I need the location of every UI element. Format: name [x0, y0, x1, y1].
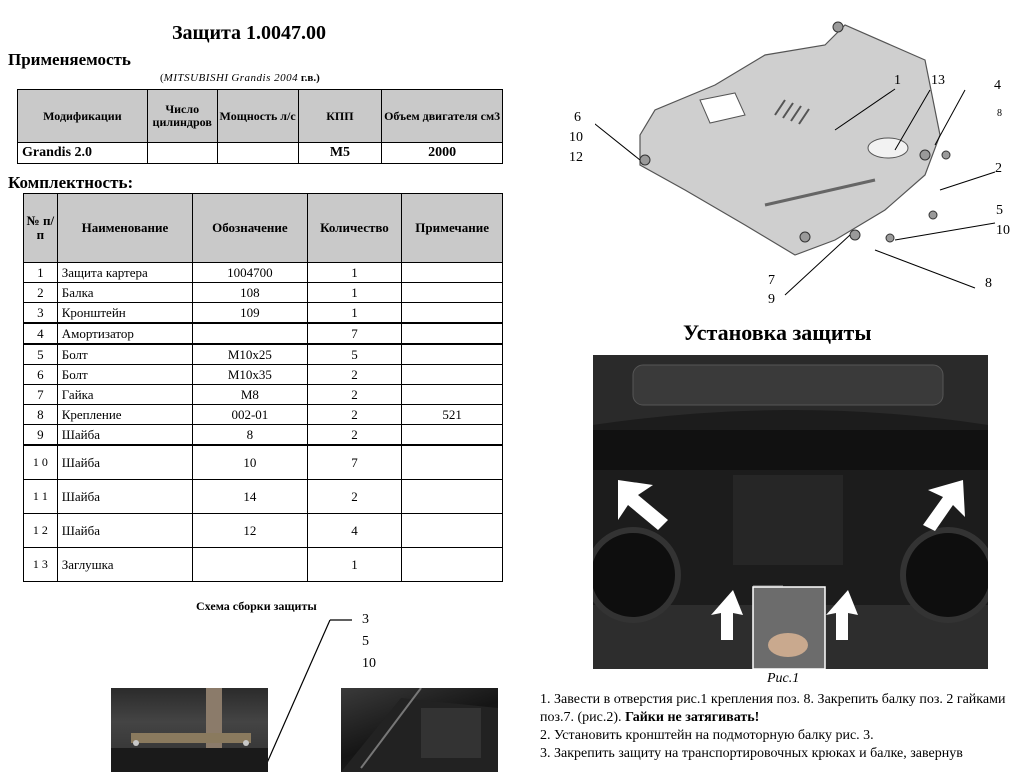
cell: 4 — [24, 323, 58, 344]
cell: Крепление — [57, 405, 192, 425]
cell: Болт — [57, 344, 192, 365]
scheme-callout-5: 5 — [362, 634, 369, 649]
scheme-photo-2-art — [341, 688, 498, 772]
cell: M10x35 — [193, 365, 308, 385]
cell: 1 — [307, 303, 402, 324]
diagram-callout-small: 8 — [997, 108, 1002, 119]
diagram-callout-8: 8 — [985, 276, 992, 291]
cell: 1 2 — [24, 514, 58, 548]
cell: Амортизатор — [57, 323, 192, 344]
cell: 521 — [402, 405, 503, 425]
cell: Гайка — [57, 385, 192, 405]
cell: 1 — [307, 263, 402, 283]
applicability-vehicle: (MITSUBISHI Grandis 2004 г.в.) — [160, 72, 320, 84]
cell: 1 0 — [24, 445, 58, 480]
cell: M5 — [298, 143, 382, 164]
cell: 8 — [193, 425, 308, 446]
cell: 2 — [307, 385, 402, 405]
plate-drain-plug — [868, 138, 908, 158]
diagram-callout-6: 6 — [574, 110, 581, 125]
cell: 4 — [307, 514, 402, 548]
cell: 7 — [307, 323, 402, 344]
cell: 2000 — [382, 143, 503, 164]
cell: 1 1 — [24, 480, 58, 514]
cell: M8 — [193, 385, 308, 405]
cell: 1 3 — [24, 548, 58, 582]
cell: 8 — [24, 405, 58, 425]
header-number: № п/п — [24, 194, 58, 263]
cell: 1004700 — [193, 263, 308, 283]
header-name: Наименование — [57, 194, 192, 263]
header-modification: Модификации — [18, 90, 148, 143]
cell: Заглушка — [57, 548, 192, 582]
step-1 — [540, 691, 1028, 727]
cell: 10 — [193, 445, 308, 480]
install-photo-art — [593, 355, 988, 669]
header-note: Примечание — [402, 194, 503, 263]
step-1-warning: Гайки не затягивать! — [625, 710, 760, 725]
kit-label: Комплектность: — [8, 173, 134, 192]
diagram-callout-13: 13 — [931, 73, 945, 88]
cell: 5 — [307, 344, 402, 365]
diagram-callout-9: 9 — [768, 292, 775, 307]
diagram-callout-7: 7 — [768, 273, 775, 288]
cell: Защита картера — [57, 263, 192, 283]
cell: 002-01 — [193, 405, 308, 425]
step-3-text: 3. Закрепить защиту на транспортировочных крюках и балке, завернув — [540, 746, 963, 761]
cell: Балка — [57, 283, 192, 303]
diagram-callout-4: 4 — [994, 78, 1001, 93]
cell: 2 — [24, 283, 58, 303]
cell: Grandis 2.0 — [18, 143, 148, 164]
cell: 1 — [307, 548, 402, 582]
step-2-text: 2. Установить кронштейн на подмоторную балку рис. 3. — [540, 728, 874, 743]
vehicle-year-suffix: г.в.) — [300, 72, 320, 84]
diagram-callout-1: 1 — [894, 73, 901, 88]
vehicle-logo: MITSUBISHI — [163, 72, 229, 84]
install-steps — [540, 691, 1028, 763]
cell: M10x25 — [193, 344, 308, 365]
cell: 2 — [307, 405, 402, 425]
header-designation: Обозначение — [193, 194, 308, 263]
cell: 1 — [307, 283, 402, 303]
cell: Шайба — [57, 445, 192, 480]
cell: 5 — [24, 344, 58, 365]
step-1-text: 1. Завести в отверстия рис.1 крепления поз. 8. Закрепить балку поз. 2 гайками поз.7. (рис.2). — [540, 692, 1006, 725]
cell: Шайба — [57, 480, 192, 514]
scheme-label: Схема сборки защиты — [196, 599, 317, 613]
install-photo — [593, 355, 988, 669]
step-3 — [540, 745, 1028, 763]
header-quantity: Количество — [307, 194, 402, 263]
header-gearbox: КПП — [298, 90, 382, 143]
cell: 7 — [307, 445, 402, 480]
scheme-callout-3: 3 — [362, 612, 369, 627]
applicability-label: Применяемость — [8, 50, 131, 69]
diagram-callout-10a: 10 — [569, 130, 583, 145]
assembly-diagram — [595, 5, 1025, 305]
cell: Болт — [57, 365, 192, 385]
scheme-photo-1 — [111, 688, 268, 772]
scheme-photo-1-art — [111, 688, 268, 772]
diagram-callout-2: 2 — [995, 161, 1002, 176]
cell: 7 — [24, 385, 58, 405]
install-title: Установка защиты — [683, 320, 872, 345]
cell: 2 — [307, 480, 402, 514]
diagram-callout-10b: 10 — [996, 223, 1010, 238]
header-engine-volume: Объем двигателя см3 — [382, 90, 503, 143]
header-power: Мощность л/с — [217, 90, 298, 143]
cell: 2 — [307, 425, 402, 446]
cell: Шайба — [57, 514, 192, 548]
cell: 9 — [24, 425, 58, 446]
page-title: Защита 1.0047.00 — [172, 22, 327, 44]
vehicle-model: Grandis 2004 — [231, 72, 299, 84]
scheme-callout-10: 10 — [362, 656, 376, 671]
cell: 1 — [24, 263, 58, 283]
cell: 6 — [24, 365, 58, 385]
cell: 14 — [193, 480, 308, 514]
cell: 3 — [24, 303, 58, 324]
figure-caption: Рис.1 — [767, 671, 800, 686]
cell: 12 — [193, 514, 308, 548]
scheme-photo-2 — [341, 688, 498, 772]
step-2 — [540, 727, 1028, 745]
diagram-callout-5: 5 — [996, 203, 1003, 218]
header-cylinders: Число цилиндров — [147, 90, 217, 143]
cell: 109 — [193, 303, 308, 324]
cell: Шайба — [57, 425, 192, 446]
cell: Кронштейн — [57, 303, 192, 324]
install-photo-hand — [768, 633, 808, 657]
diagram-callout-12: 12 — [569, 150, 583, 165]
cell: 2 — [307, 365, 402, 385]
cell: 108 — [193, 283, 308, 303]
